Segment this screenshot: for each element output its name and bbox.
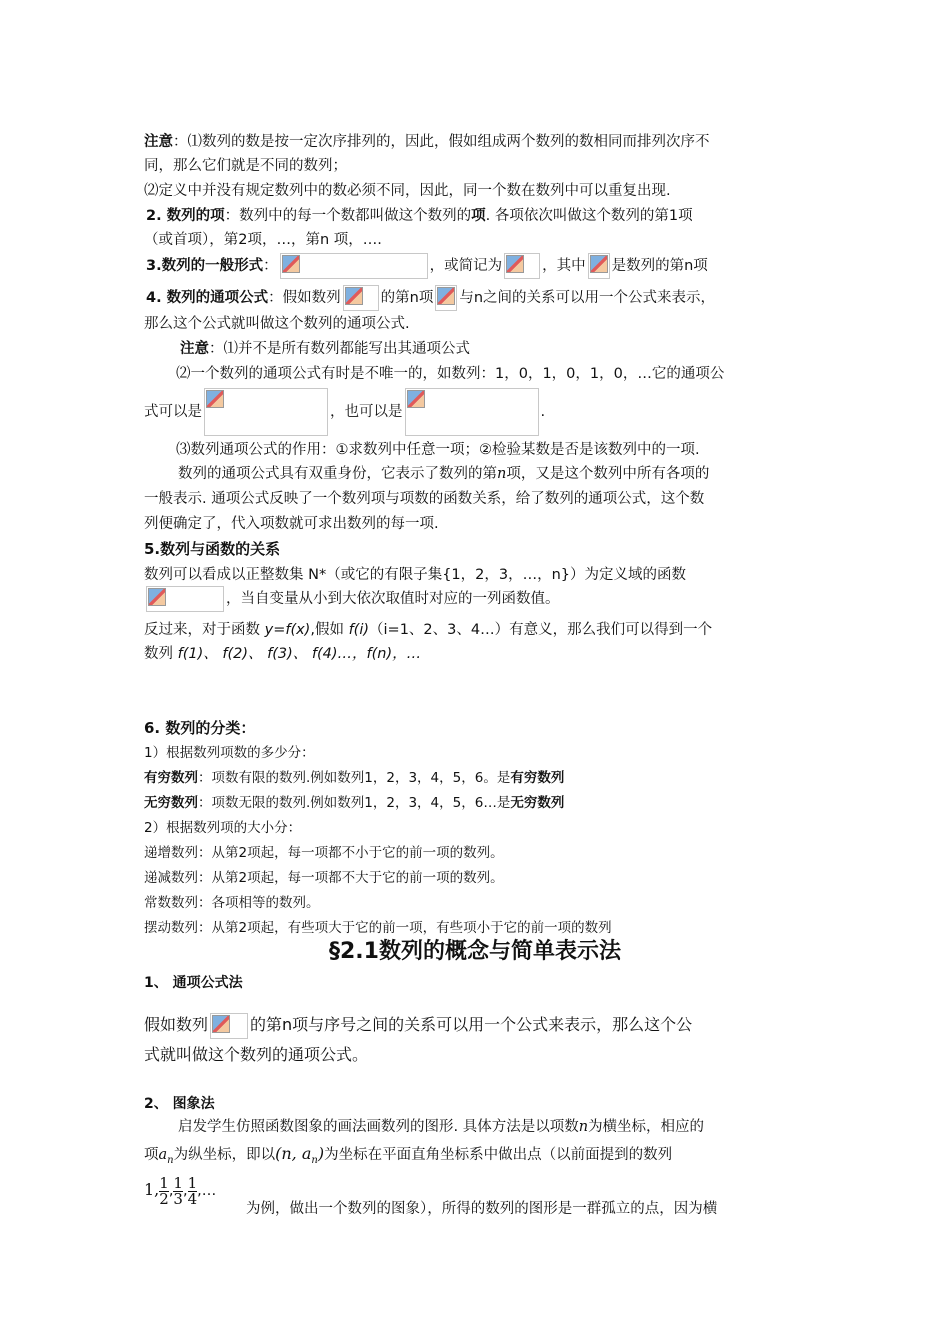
- math-n: n: [578, 1119, 589, 1135]
- formula-image: [146, 586, 224, 612]
- section-text: 假如数列: [144, 1015, 209, 1034]
- section-5-line-4: [144, 644, 421, 664]
- broken-image-icon: [148, 588, 166, 606]
- section-4-line: [146, 285, 715, 311]
- para-text: 数列的通项公式具有双重身份，它表示了数列的第: [178, 466, 497, 482]
- section-6-title: 6. 数列的分类：: [144, 719, 256, 737]
- oscillating-line: 摆动数列：从第2项起，有些项大于它的前一项，有些项小于它的前一项的数列: [144, 920, 612, 936]
- section-5-line-1: [144, 565, 686, 585]
- section-text: ，或简记为: [429, 258, 503, 274]
- math-text: f(1)、 f(2)、 f(3)、 f(4)…，f(n)，…: [177, 646, 422, 662]
- broken-image-icon: [506, 255, 524, 273]
- section-text: ，其中: [542, 258, 586, 274]
- subsection-1-title: 1、 通项公式法: [144, 975, 243, 991]
- para-line-2: [144, 489, 704, 509]
- math-one: 1,: [144, 1180, 160, 1199]
- broken-image-icon: [345, 287, 363, 305]
- section-label: 4. 数列的通项公式: [146, 290, 269, 306]
- section-3-line: [146, 253, 708, 279]
- math-pair: (n, a: [275, 1144, 312, 1163]
- fraction: [187, 1173, 198, 1208]
- note-label: 注意: [180, 341, 209, 357]
- section-5-line-2: [144, 586, 560, 612]
- section-5-line-3: [144, 620, 712, 640]
- section-text: 数列可以看成以正整数集 N*（或它的有限子集{1，2，3，…，n}）为定义域的函数: [144, 567, 687, 583]
- formula-image: [504, 253, 540, 279]
- note-text: 式可以是: [144, 404, 202, 420]
- section-label: 2. 数列的项: [146, 208, 225, 224]
- subsection-1-line-2: 式就叫做这个数列的通项公式。: [144, 1045, 369, 1064]
- fraction-denominator: 2: [159, 1189, 169, 1208]
- broken-image-icon: [407, 390, 425, 408]
- sequence-formula: 1, $\frac{1}{2}$ , $\frac{1}{3}$ , $\frac{1}{4}$ ,…: [144, 1173, 217, 1208]
- subsection-2-title: 2、 图象法: [144, 1096, 215, 1112]
- note-text: ⑵定义中并没有规定数列中的数必须不同，因此，同一个数在数列中可以重复出现.: [144, 183, 671, 199]
- section-text: （i=1、2、3、4…）有意义，那么我们可以得到一个: [369, 622, 713, 638]
- section-2-line: [146, 206, 693, 226]
- note2-line-4: [176, 440, 700, 460]
- term-bold: 项: [471, 208, 486, 224]
- math-pair-end: ): [317, 1144, 325, 1163]
- section-text: ：项数有限的数列.例如数列1，2，3，4，5，6。是: [198, 770, 511, 786]
- note-text: ⑶数列通项公式的作用：①求数列中任意一项；②检验某数是否是该数列中的一项.: [176, 442, 700, 458]
- broken-image-icon: [212, 1015, 230, 1033]
- broken-image-icon: [282, 255, 300, 273]
- section-text: ,假如: [310, 622, 349, 638]
- section-text: 为纵坐标，即以: [173, 1147, 276, 1163]
- subsection-2-line-1: [178, 1117, 704, 1137]
- para-line-1: [178, 464, 709, 484]
- note2-line-2: [176, 364, 724, 384]
- math-text: y=f(x): [264, 622, 311, 638]
- math-a: a: [158, 1147, 168, 1163]
- section-5-title: 5.数列与函数的关系: [144, 540, 281, 558]
- math-n: n: [497, 466, 507, 482]
- section-text: 为横坐标，相应的: [588, 1119, 705, 1135]
- constant-line: 常数数列：各项相等的数列。: [144, 895, 320, 911]
- infinite-line: [144, 793, 564, 813]
- note-text: ：⑴并不是所有数列都能写出其通项公式: [209, 341, 470, 357]
- page-title: §2.1数列的概念与简单表示法: [329, 939, 621, 964]
- section-text: 反过来，对于函数: [144, 622, 265, 638]
- formula-image: [435, 285, 457, 311]
- note-text: ⑵一个数列的通项公式有时是不唯一的，如数列：1，0，1，0，1，0，…它的通项公: [176, 366, 725, 382]
- fraction-denominator: 3: [173, 1189, 183, 1208]
- para-text: 项，又是这个数列中所有各项的: [506, 466, 710, 482]
- math-sub: n: [167, 1154, 174, 1166]
- fraction-numerator: 1: [159, 1173, 169, 1192]
- term-bold: 有穷数列: [144, 770, 198, 786]
- formula-image: [210, 1013, 248, 1039]
- note2-line-3: [144, 388, 545, 436]
- section-text: 那么这个公式就叫做这个数列的通项公式.: [144, 316, 410, 332]
- broken-image-icon: [437, 287, 455, 305]
- subsection-2-line-2: [144, 1144, 672, 1171]
- fraction-numerator: 1: [187, 1173, 198, 1192]
- section-text: 的第n项与序号之间的关系可以用一个公式来表示，那么这个公: [250, 1015, 693, 1034]
- note-text: 同，那么它们就是不同的数列；: [144, 158, 347, 174]
- section-2-line-2: [144, 230, 382, 250]
- note-text: ，也可以是: [330, 404, 403, 420]
- fraction: [159, 1173, 169, 1208]
- note-label: 注意: [144, 134, 173, 150]
- section-text: 是数列的第n项: [611, 258, 708, 274]
- section-text: ：数列中的每一个数都叫做这个数列的: [224, 208, 472, 224]
- formula-image: [204, 388, 328, 436]
- formula-image: [588, 253, 610, 279]
- formula-image: [405, 388, 539, 436]
- fraction: [173, 1173, 183, 1208]
- section-6-line-2: 2）根据数列项的大小分：: [144, 820, 302, 836]
- broken-image-icon: [590, 255, 608, 273]
- section-text: ：: [263, 258, 278, 274]
- para-text: 一般表示. 通项公式反映了一个数列项与项数的函数关系，给了数列的通项公式，这个数: [144, 491, 705, 507]
- subsection-2-line-4: 为例，做出一个数列的图象），所得的数列的图形是一群孤立的点，因为横: [246, 1201, 718, 1217]
- formula-image: [280, 253, 428, 279]
- section-text: 的第n项: [380, 290, 434, 306]
- term-bold: 有穷数列: [510, 770, 565, 786]
- section-6-line-1: 1）根据数列项数的多少分：: [144, 745, 315, 761]
- increasing-line: 递增数列：从第2项起，每一项都不小于它的前一项的数列。: [144, 845, 504, 861]
- math-ellipsis: ,…: [197, 1183, 217, 1199]
- note-line-3: [144, 181, 671, 201]
- term-bold: 无穷数列: [510, 795, 565, 811]
- formula-image: [343, 285, 379, 311]
- para-line-3: [144, 514, 439, 534]
- math-sub: n: [311, 1154, 318, 1166]
- note-text: .: [540, 404, 546, 420]
- term-bold: 无穷数列: [144, 795, 198, 811]
- decreasing-line: 递减数列：从第2项起，每一项都不大于它的前一项的数列。: [144, 870, 504, 886]
- section-text: ：假如数列: [268, 290, 341, 306]
- note2-line-1: [180, 339, 470, 359]
- note-text: ：⑴数列的数是按一定次序排列的，因此，假如组成两个数列的数相同而排列次序不: [173, 134, 710, 150]
- note-line-2: [144, 156, 347, 176]
- section-label: 3.数列的一般形式: [146, 258, 264, 274]
- section-text: 与n之间的关系可以用一个公式来表示，: [459, 290, 716, 306]
- section-text: 为坐标在平面直角坐标系中做出点（以前面提到的数列: [324, 1147, 673, 1163]
- section-text: . 各项依次叫做这个数列的第1项: [485, 208, 693, 224]
- section-text: 项: [144, 1147, 159, 1163]
- math-text: f(i): [348, 622, 370, 638]
- para-text: 列便确定了，代入项数就可求出数列的每一项.: [144, 516, 439, 532]
- note-line-1: [144, 132, 710, 152]
- finite-line: [144, 768, 564, 788]
- section-text: （或首项），第2项，…，第n 项，….: [144, 232, 382, 248]
- broken-image-icon: [206, 390, 224, 408]
- fraction-numerator: 1: [173, 1173, 183, 1192]
- section-text: ：项数无限的数列.例如数列1，2，3，4，5，6…是: [198, 795, 511, 811]
- subsection-1-line-1: [144, 1010, 692, 1040]
- section-text: 启发学生仿照函数图象的画法画数列的图形. 具体方法是以项数: [178, 1119, 579, 1135]
- section-text: ，当自变量从小到大依次取值时对应的一列函数值。: [226, 591, 560, 607]
- section-text: 数列: [144, 646, 178, 662]
- fraction-denominator: 4: [187, 1189, 198, 1208]
- section-4-line-2: [144, 314, 410, 334]
